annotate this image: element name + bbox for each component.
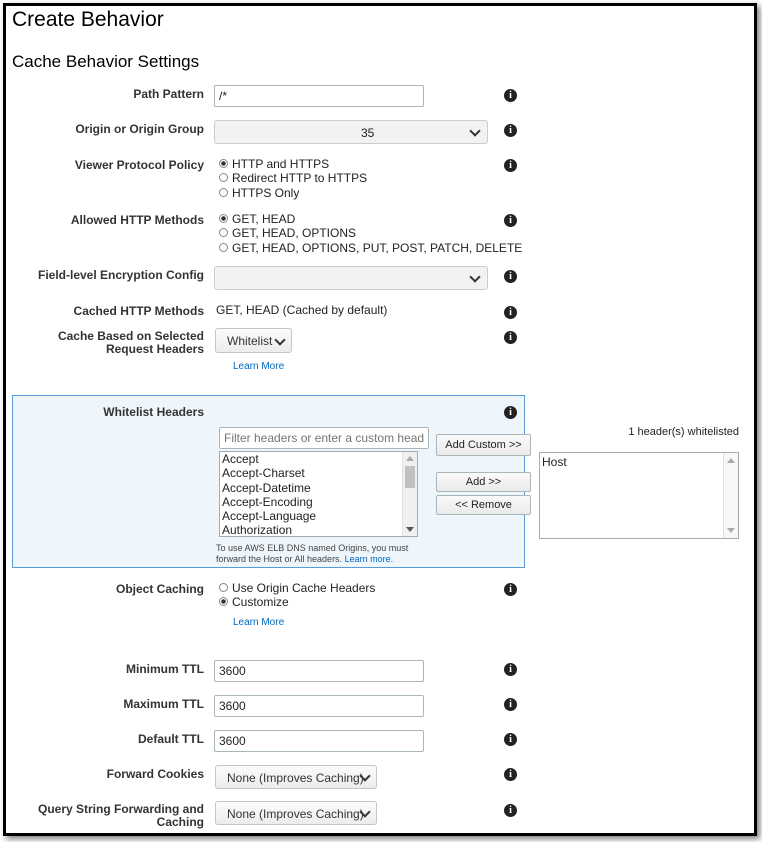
origin-info-icon[interactable]: i — [504, 124, 517, 137]
cached-methods-value: GET, HEAD (Cached by default) — [216, 303, 388, 317]
available-headers-list[interactable] — [219, 451, 418, 537]
add-custom-button[interactable]: Add Custom >> — [436, 434, 531, 456]
header-option[interactable]: Accept-Language — [222, 509, 317, 524]
viewer-protocol-radio-http-https[interactable] — [219, 159, 228, 168]
viewer-protocol-label: Viewer Protocol Policy — [74, 158, 204, 172]
max-ttl-label: Maximum TTL — [123, 697, 204, 711]
query-string-info-icon[interactable]: i — [504, 804, 517, 817]
viewer-protocol-option-label: Redirect HTTP to HTTPS — [232, 171, 368, 185]
default-ttl-label: Default TTL — [138, 732, 204, 746]
scroll-up-arrow-icon[interactable] — [727, 458, 735, 463]
chevron-down-icon — [469, 125, 480, 136]
header-option[interactable]: Accept-Datetime — [222, 480, 311, 495]
min-ttl-input[interactable] — [214, 660, 424, 682]
cache-headers-info-icon[interactable]: i — [504, 331, 517, 344]
elb-note-line2-text: forward the Host or All headers. — [216, 554, 343, 564]
cache-headers-label-line2: Request Headers — [105, 342, 204, 356]
scroll-thumb[interactable] — [405, 466, 415, 488]
header-option[interactable]: Authorization — [222, 523, 293, 538]
origin-select[interactable] — [214, 120, 488, 144]
cached-methods-info-icon[interactable]: i — [504, 306, 517, 319]
max-ttl-input[interactable] — [214, 695, 424, 717]
selected-headers-scrollbar[interactable] — [723, 453, 738, 538]
allowed-methods-radio-get-head-options[interactable] — [219, 228, 228, 237]
header-option[interactable]: Accept-Charset — [222, 466, 305, 481]
header-option[interactable]: Accept-Encoding — [222, 494, 313, 509]
forward-cookies-info-icon[interactable]: i — [504, 768, 517, 781]
object-caching-radio-customize[interactable] — [219, 597, 228, 606]
section-title: Cache Behavior Settings — [12, 52, 200, 71]
filter-headers-input[interactable] — [219, 427, 429, 449]
field-encryption-label: Field-level Encryption Config — [37, 268, 204, 282]
path-pattern-label: Path Pattern — [133, 87, 204, 101]
viewer-protocol-option-label: HTTPS Only — [232, 186, 300, 200]
origin-label: Origin or Origin Group — [75, 122, 204, 136]
cache-headers-learn-more-link[interactable]: Learn More — [233, 361, 285, 372]
whitelist-headers-label: Whitelist Headers — [103, 405, 204, 419]
add-header-button[interactable]: Add >> — [436, 472, 531, 492]
viewer-protocol-radio-https-only[interactable] — [219, 188, 228, 197]
selected-headers-list[interactable] — [539, 452, 739, 539]
field-encryption-info-icon[interactable]: i — [504, 270, 517, 283]
selected-header-item[interactable]: Host — [542, 455, 567, 469]
cache-headers-value: Whitelist — [227, 334, 273, 348]
elb-note-learn-more-link[interactable]: Learn more. — [344, 554, 394, 564]
cache-headers-label — [4, 330, 204, 356]
scroll-down-arrow-icon[interactable] — [406, 527, 414, 532]
object-caching-radio-origin[interactable] — [219, 583, 228, 592]
remove-header-button[interactable]: << Remove — [436, 495, 531, 515]
default-ttl-info-icon[interactable]: i — [504, 733, 517, 746]
elb-note-line1: To use AWS ELB DNS named Origins, you must — [216, 543, 409, 553]
field-encryption-select[interactable] — [214, 266, 488, 290]
max-ttl-info-icon[interactable]: i — [504, 698, 517, 711]
allowed-methods-info-icon[interactable]: i — [504, 214, 517, 227]
elb-note — [216, 543, 516, 565]
allowed-methods-option-label: GET, HEAD, OPTIONS, PUT, POST, PATCH, DELETE — [232, 241, 523, 255]
header-option[interactable]: Accept — [222, 452, 259, 466]
whitelist-headers-info-icon[interactable]: i — [504, 406, 517, 419]
query-string-value: None (Improves Caching) — [227, 807, 364, 821]
available-headers-scrollbar[interactable] — [402, 452, 417, 536]
query-string-label-line2: Caching — [156, 815, 204, 829]
allowed-methods-radio-get-head[interactable] — [219, 214, 228, 223]
viewer-protocol-radio-redirect[interactable] — [219, 173, 228, 182]
object-caching-option-label: Use Origin Cache Headers — [232, 581, 376, 595]
min-ttl-label: Minimum TTL — [126, 662, 204, 676]
elb-note-line2 — [216, 554, 516, 565]
object-caching-label: Object Caching — [115, 582, 204, 596]
min-ttl-info-icon[interactable]: i — [504, 663, 517, 676]
forward-cookies-dropdown[interactable] — [215, 765, 377, 789]
object-caching-learn-more-link[interactable]: Learn More — [233, 617, 285, 628]
page-title: Create Behavior — [12, 8, 164, 31]
allowed-methods-label: Allowed HTTP Methods — [70, 213, 204, 227]
allowed-methods-option-label: GET, HEAD, OPTIONS — [232, 226, 357, 240]
default-ttl-input[interactable] — [214, 730, 424, 752]
path-pattern-input[interactable] — [214, 85, 424, 107]
origin-select-value: 35 — [361, 126, 375, 140]
viewer-protocol-info-icon[interactable]: i — [504, 159, 517, 172]
scroll-down-arrow-icon[interactable] — [727, 528, 735, 533]
forward-cookies-value: None (Improves Caching) — [227, 771, 364, 785]
cache-headers-label-line1: Cache Based on Selected — [57, 329, 204, 343]
query-string-label — [4, 803, 204, 829]
query-string-dropdown[interactable] — [215, 801, 377, 825]
query-string-label-line1: Query String Forwarding and — [37, 802, 204, 816]
path-pattern-info-icon[interactable]: i — [504, 89, 517, 102]
chevron-down-icon — [469, 271, 480, 282]
object-caching-info-icon[interactable]: i — [504, 583, 517, 596]
allowed-methods-option-label: GET, HEAD — [232, 212, 296, 226]
viewer-protocol-option-label: HTTP and HTTPS — [232, 157, 330, 171]
object-caching-option-label: Customize — [232, 595, 289, 609]
chevron-down-icon — [274, 334, 285, 345]
forward-cookies-label: Forward Cookies — [106, 767, 204, 781]
cached-methods-label: Cached HTTP Methods — [73, 304, 204, 318]
scroll-up-arrow-icon[interactable] — [406, 456, 414, 461]
allowed-methods-radio-all[interactable] — [219, 243, 228, 252]
cache-headers-dropdown[interactable] — [215, 328, 292, 353]
whitelisted-count: 1 header(s) whitelisted — [628, 426, 739, 438]
